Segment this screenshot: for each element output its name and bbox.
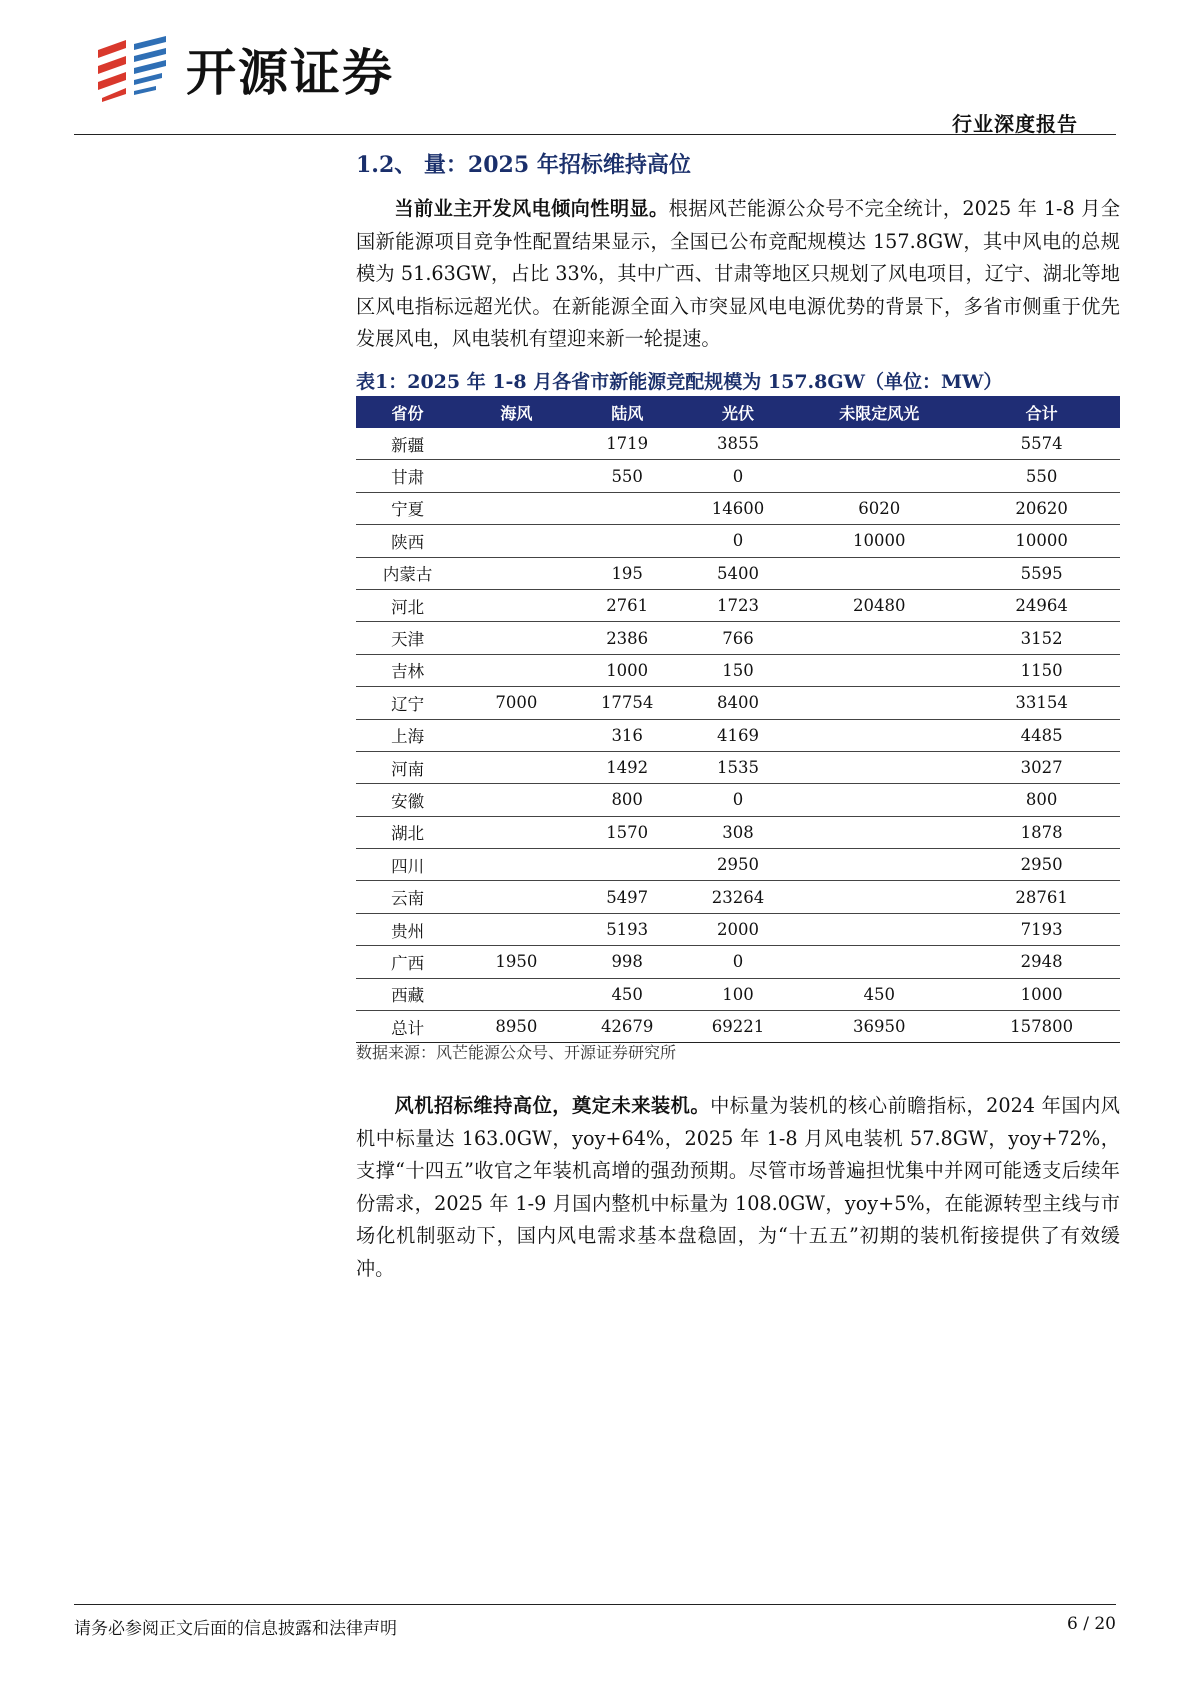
table-caption: 表1：2025 年 1-8 月各省市新能源竞配规模为 157.8GW（单位：MW） bbox=[356, 371, 1003, 393]
value-cell bbox=[795, 849, 963, 881]
value-cell: 42679 bbox=[574, 1011, 681, 1043]
value-cell: 20620 bbox=[963, 492, 1120, 524]
value-cell: 3152 bbox=[963, 622, 1120, 654]
value-cell bbox=[459, 913, 574, 945]
value-cell: 450 bbox=[795, 978, 963, 1010]
value-cell bbox=[795, 460, 963, 492]
table-row bbox=[356, 428, 1120, 460]
province-cell: 天津 bbox=[356, 622, 459, 654]
province-cell: 陕西 bbox=[356, 525, 459, 557]
value-cell bbox=[459, 622, 574, 654]
value-cell bbox=[574, 525, 681, 557]
paragraph-2 bbox=[356, 1090, 1120, 1285]
table-row bbox=[356, 849, 1120, 881]
value-cell: 3855 bbox=[681, 428, 796, 460]
table-row bbox=[356, 460, 1120, 492]
province-cell: 贵州 bbox=[356, 913, 459, 945]
value-cell bbox=[459, 557, 574, 589]
section-title: 1.2、 量：2025 年招标维持高位 bbox=[356, 152, 691, 178]
table-row bbox=[356, 589, 1120, 621]
paragraph-1 bbox=[356, 193, 1120, 356]
value-cell: 2386 bbox=[574, 622, 681, 654]
value-cell bbox=[459, 589, 574, 621]
value-cell: 69221 bbox=[681, 1011, 796, 1043]
table-total-row bbox=[356, 1011, 1120, 1043]
value-cell: 1719 bbox=[574, 428, 681, 460]
value-cell: 5400 bbox=[681, 557, 796, 589]
table-row bbox=[356, 946, 1120, 978]
footer-divider bbox=[74, 1604, 1116, 1605]
value-cell: 998 bbox=[574, 946, 681, 978]
value-cell: 4485 bbox=[963, 719, 1120, 751]
value-cell: 2000 bbox=[681, 913, 796, 945]
value-cell: 766 bbox=[681, 622, 796, 654]
value-cell bbox=[459, 784, 574, 816]
capacity-table bbox=[356, 396, 1120, 1043]
header-divider bbox=[74, 134, 1116, 135]
province-cell: 吉林 bbox=[356, 654, 459, 686]
value-cell bbox=[459, 816, 574, 848]
value-cell: 8950 bbox=[459, 1011, 574, 1043]
paragraph-2-lead: 风机招标维持高位，奠定未来装机。 bbox=[394, 1094, 711, 1117]
value-cell bbox=[795, 687, 963, 719]
value-cell: 1150 bbox=[963, 654, 1120, 686]
value-cell: 8400 bbox=[681, 687, 796, 719]
logo-mark-icon bbox=[96, 36, 170, 102]
value-cell: 1950 bbox=[459, 946, 574, 978]
value-cell: 0 bbox=[681, 460, 796, 492]
value-cell: 1570 bbox=[574, 816, 681, 848]
page-number: 6 / 20 bbox=[1067, 1614, 1116, 1634]
column-header: 未限定风光 bbox=[795, 396, 963, 428]
value-cell bbox=[795, 913, 963, 945]
value-cell bbox=[459, 978, 574, 1010]
value-cell: 1492 bbox=[574, 751, 681, 783]
table-row bbox=[356, 687, 1120, 719]
province-cell: 四川 bbox=[356, 849, 459, 881]
paragraph-1-lead: 当前业主开发风电倾向性明显。 bbox=[394, 197, 669, 220]
value-cell: 195 bbox=[574, 557, 681, 589]
value-cell: 14600 bbox=[681, 492, 796, 524]
footer-disclaimer: 请务必参阅正文后面的信息披露和法律声明 bbox=[74, 1619, 397, 1639]
table-row bbox=[356, 913, 1120, 945]
table-row bbox=[356, 751, 1120, 783]
table-row bbox=[356, 881, 1120, 913]
value-cell bbox=[574, 849, 681, 881]
value-cell: 20480 bbox=[795, 589, 963, 621]
value-cell bbox=[795, 428, 963, 460]
province-cell: 云南 bbox=[356, 881, 459, 913]
value-cell: 28761 bbox=[963, 881, 1120, 913]
value-cell bbox=[795, 622, 963, 654]
province-cell: 甘肃 bbox=[356, 460, 459, 492]
value-cell bbox=[795, 784, 963, 816]
value-cell: 800 bbox=[574, 784, 681, 816]
column-header: 光伏 bbox=[681, 396, 796, 428]
value-cell: 0 bbox=[681, 525, 796, 557]
value-cell: 2950 bbox=[681, 849, 796, 881]
value-cell: 7000 bbox=[459, 687, 574, 719]
value-cell: 3027 bbox=[963, 751, 1120, 783]
report-type: 行业深度报告 bbox=[952, 112, 1078, 136]
value-cell: 5497 bbox=[574, 881, 681, 913]
value-cell: 1000 bbox=[963, 978, 1120, 1010]
value-cell: 0 bbox=[681, 946, 796, 978]
value-cell: 2950 bbox=[963, 849, 1120, 881]
province-cell: 安徽 bbox=[356, 784, 459, 816]
value-cell: 2948 bbox=[963, 946, 1120, 978]
column-header: 合计 bbox=[963, 396, 1120, 428]
value-cell bbox=[459, 525, 574, 557]
value-cell: 1878 bbox=[963, 816, 1120, 848]
value-cell: 24964 bbox=[963, 589, 1120, 621]
value-cell: 800 bbox=[963, 784, 1120, 816]
value-cell bbox=[795, 881, 963, 913]
value-cell bbox=[795, 751, 963, 783]
table-source: 数据来源：风芒能源公众号、开源证券研究所 bbox=[356, 1043, 677, 1062]
table-row bbox=[356, 622, 1120, 654]
province-cell: 新疆 bbox=[356, 428, 459, 460]
value-cell: 550 bbox=[574, 460, 681, 492]
table-row bbox=[356, 719, 1120, 751]
value-cell: 4169 bbox=[681, 719, 796, 751]
column-header: 海风 bbox=[459, 396, 574, 428]
value-cell: 7193 bbox=[963, 913, 1120, 945]
value-cell: 17754 bbox=[574, 687, 681, 719]
table-header-row bbox=[356, 396, 1120, 428]
value-cell: 157800 bbox=[963, 1011, 1120, 1043]
value-cell bbox=[795, 816, 963, 848]
value-cell bbox=[459, 881, 574, 913]
value-cell: 1535 bbox=[681, 751, 796, 783]
value-cell bbox=[459, 719, 574, 751]
province-cell: 河北 bbox=[356, 589, 459, 621]
column-header: 省份 bbox=[356, 396, 459, 428]
table-body bbox=[356, 428, 1120, 1043]
value-cell bbox=[795, 946, 963, 978]
value-cell: 10000 bbox=[963, 525, 1120, 557]
value-cell: 1723 bbox=[681, 589, 796, 621]
value-cell bbox=[459, 849, 574, 881]
province-cell: 辽宁 bbox=[356, 687, 459, 719]
value-cell bbox=[459, 654, 574, 686]
column-header: 陆风 bbox=[574, 396, 681, 428]
value-cell: 5574 bbox=[963, 428, 1120, 460]
value-cell: 0 bbox=[681, 784, 796, 816]
table-row bbox=[356, 525, 1120, 557]
value-cell: 2761 bbox=[574, 589, 681, 621]
value-cell: 150 bbox=[681, 654, 796, 686]
value-cell bbox=[459, 460, 574, 492]
province-cell: 上海 bbox=[356, 719, 459, 751]
province-cell: 湖北 bbox=[356, 816, 459, 848]
value-cell bbox=[574, 492, 681, 524]
value-cell: 1000 bbox=[574, 654, 681, 686]
table-row bbox=[356, 492, 1120, 524]
province-cell: 河南 bbox=[356, 751, 459, 783]
value-cell bbox=[459, 428, 574, 460]
value-cell: 5193 bbox=[574, 913, 681, 945]
value-cell bbox=[795, 654, 963, 686]
value-cell: 23264 bbox=[681, 881, 796, 913]
brand-logo bbox=[96, 34, 394, 104]
table-row bbox=[356, 978, 1120, 1010]
province-cell: 内蒙古 bbox=[356, 557, 459, 589]
province-cell: 西藏 bbox=[356, 978, 459, 1010]
province-cell: 广西 bbox=[356, 946, 459, 978]
value-cell: 6020 bbox=[795, 492, 963, 524]
table-row bbox=[356, 816, 1120, 848]
province-cell: 总计 bbox=[356, 1011, 459, 1043]
value-cell: 308 bbox=[681, 816, 796, 848]
value-cell: 316 bbox=[574, 719, 681, 751]
value-cell bbox=[795, 719, 963, 751]
value-cell bbox=[459, 751, 574, 783]
value-cell: 10000 bbox=[795, 525, 963, 557]
value-cell: 100 bbox=[681, 978, 796, 1010]
table-row bbox=[356, 654, 1120, 686]
table-row bbox=[356, 784, 1120, 816]
table-row bbox=[356, 557, 1120, 589]
value-cell: 36950 bbox=[795, 1011, 963, 1043]
value-cell bbox=[795, 557, 963, 589]
value-cell: 5595 bbox=[963, 557, 1120, 589]
province-cell: 宁夏 bbox=[356, 492, 459, 524]
paragraph-2-body: 中标量为装机的核心前瞻指标，2024 年国内风机中标量达 163.0GW，yoy+64%，2025 年 1-8 月风电装机 57.8GW，yoy+72%，支撑“十四五”收官之年装机高增的强劲预期。尽管市场普遍担忧集中并网可能透支后续年份需求，2025 年 1-9 月国内整机中标量为 108.0GW，yoy+5%，在能源转型主线与市场化机制驱动下，国内风电需求基本盘稳固，为“十五五”初期的装机衔接提供了有效缓冲。 bbox=[356, 1094, 1120, 1280]
value-cell: 33154 bbox=[963, 687, 1120, 719]
value-cell bbox=[459, 492, 574, 524]
paragraph-1-body: 根据风芒能源公众号不完全统计，2025 年 1-8 月全国新能源项目竞争性配置结果显示，全国已公布竞配规模达 157.8GW，其中风电的总规模为 51.63GW，占比 33%，其中广西、甘肃等地区只规划了风电项目，辽宁、湖北等地区风电指标远超光伏。在新能源全面入市突显风电电源优势的背景下，多省市侧重于优先发展风电，风电装机有望迎来新一轮提速。 bbox=[356, 197, 1121, 350]
value-cell: 550 bbox=[963, 460, 1120, 492]
brand-name: 开源证券 bbox=[186, 44, 394, 102]
value-cell: 450 bbox=[574, 978, 681, 1010]
